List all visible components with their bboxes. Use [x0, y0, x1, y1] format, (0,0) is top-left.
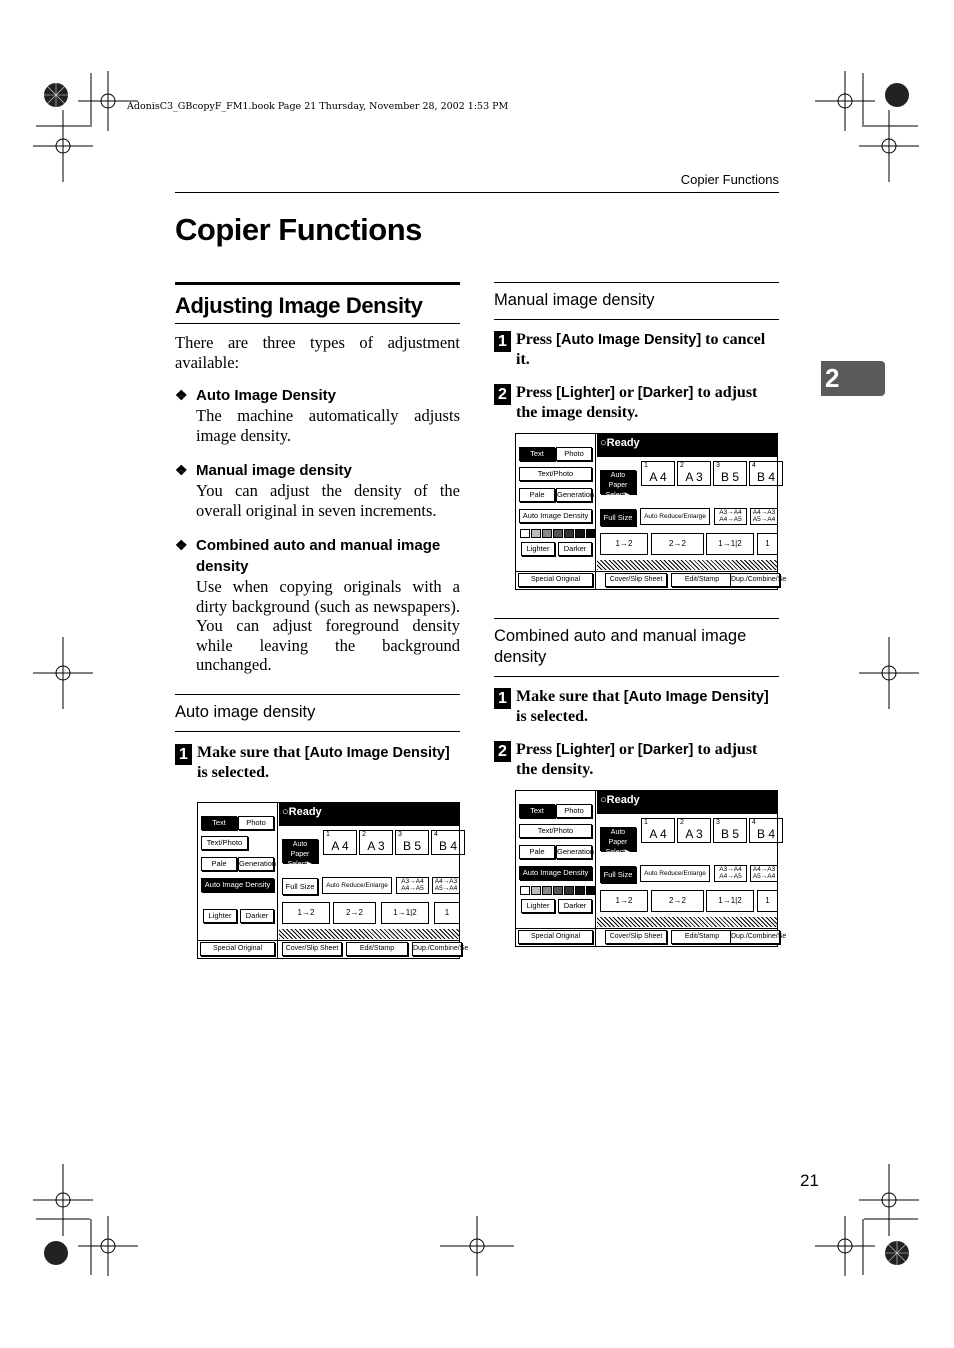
paper-tray: 2 A 3	[677, 461, 711, 486]
duplex-icon: 1→2	[600, 533, 648, 555]
step-text: Make sure that [Auto Image Density] is selected.	[197, 743, 450, 781]
density-scale	[520, 529, 596, 538]
text-photo-button: Text/Photo	[519, 824, 592, 838]
duplex-icon: 1	[757, 890, 778, 912]
generation-button: Generation	[556, 488, 592, 502]
ratio-button: A4→A3 A5→A4	[432, 877, 460, 894]
paper-tray: 1 A 4	[641, 818, 675, 843]
special-original-button: Special Original	[200, 942, 275, 956]
step-item	[494, 740, 779, 780]
subsection-heading: Combined auto and manual image density	[494, 618, 779, 677]
key-label: [Darker]	[637, 385, 694, 401]
crosshair-mark	[33, 1164, 93, 1236]
auto-image-density-button: Auto Image Density	[519, 866, 592, 880]
ratio-button: A4→A3 A5→A4	[750, 865, 778, 882]
step-item	[494, 687, 779, 727]
definition-item	[175, 535, 460, 675]
auto-paper-select-button: Auto Paper Select▶	[282, 839, 318, 863]
crosshair-mark	[33, 110, 93, 182]
status-ready: ○Ready	[597, 791, 777, 814]
ratio-button: A3→A4 A4→A5	[714, 865, 747, 882]
chapter-tab: 2	[821, 361, 885, 396]
edit-stamp-button: Edit/Stamp	[346, 942, 408, 956]
paper-tray: 4 B 4	[749, 461, 783, 486]
step-text: Press [Auto Image Density] to cancel it.	[516, 331, 766, 368]
duplex-icon: 2→2	[651, 890, 704, 912]
photo-button: Photo	[238, 816, 274, 830]
step-text: Make sure that [Auto Image Density] is selected.	[516, 688, 769, 725]
step-number-icon: 1	[494, 688, 511, 709]
definition-desc: Use when copying originals with a dirty background (such as newspapers). You can adjust foreground density while leaving the background unchanged.	[196, 577, 460, 674]
starburst-mark	[44, 83, 68, 107]
page-number: 21	[800, 1171, 819, 1190]
text-photo-button: Text/Photo	[201, 836, 248, 850]
step-item	[175, 743, 460, 783]
ratio-button: A3→A4 A4→A5	[396, 877, 429, 894]
cover-slip-button: Cover/Slip Sheet	[605, 930, 667, 944]
starburst-mark	[885, 1241, 909, 1265]
definition-item	[175, 460, 460, 520]
paper-tray: 2 A 3	[677, 818, 711, 843]
edit-stamp-button: Edit/Stamp	[671, 930, 733, 944]
duplex-icon: 2→2	[333, 902, 376, 924]
key-label: [Lighter]	[556, 385, 615, 401]
crosshair-mark	[815, 1216, 875, 1276]
pale-button: Pale	[519, 488, 555, 502]
auto-reduce-enlarge-button: Auto Reduce/Enlarge	[322, 877, 392, 894]
step-number-icon: 1	[175, 744, 192, 765]
status-ready: ○Ready	[279, 803, 459, 826]
copier-panel-screenshot	[197, 802, 469, 959]
crosshair-mark	[33, 637, 93, 709]
combine-icon: 1→1|2	[706, 890, 754, 912]
diamond-bullet-icon: ❖	[175, 537, 188, 553]
key-label: [Lighter]	[556, 742, 615, 758]
crosshair-mark	[815, 71, 875, 131]
right-column	[494, 282, 787, 947]
darker-button: Darker	[558, 899, 592, 913]
text-photo-button: Text/Photo	[519, 467, 592, 481]
step-number-icon: 2	[494, 384, 511, 405]
step-text: Press [Lighter] or [Darker] to adjust the density.	[516, 741, 758, 778]
copier-panel-screenshot	[515, 433, 787, 590]
subsection-heading: Auto image density	[175, 694, 460, 732]
special-original-button: Special Original	[518, 573, 593, 587]
auto-image-density-button: Auto Image Density	[519, 509, 592, 523]
step-item	[494, 383, 779, 423]
crosshair-mark	[440, 1216, 514, 1276]
text-button: Text	[201, 816, 237, 830]
duplex-icon: 1→2	[282, 902, 330, 924]
ready-circle-icon: ○	[282, 805, 289, 818]
duplex-icon: 2→2	[651, 533, 704, 555]
auto-paper-select-button: Auto Paper Select▶	[600, 470, 636, 494]
key-label: [Auto Image Density]	[304, 744, 450, 761]
paper-tray: 2 A 3	[359, 830, 393, 855]
definition-term: Auto Image Density	[196, 387, 337, 404]
diamond-bullet-icon: ❖	[175, 387, 188, 403]
paper-tray: 3 B 5	[713, 818, 747, 843]
step-number-icon: 1	[494, 331, 511, 352]
definition-desc: You can adjust the density of the overall original in seven increments.	[196, 481, 460, 520]
ready-circle-icon: ○	[600, 794, 607, 806]
paper-tray: 1 A 4	[323, 830, 357, 855]
paper-tray: 1 A 4	[641, 461, 675, 486]
dup-combine-button: Dup./Combine/Se	[730, 930, 780, 944]
ready-circle-icon: ○	[600, 437, 607, 449]
crosshair-mark	[859, 1164, 919, 1236]
special-original-button: Special Original	[518, 930, 593, 944]
pale-button: Pale	[201, 857, 237, 871]
status-ready: ○Ready	[597, 434, 777, 457]
cover-slip-button: Cover/Slip Sheet	[605, 573, 667, 587]
definition-term: Combined auto and manual image density	[196, 537, 441, 575]
dup-combine-button: Dup./Combine/Se	[412, 942, 462, 956]
starburst-mark	[885, 83, 909, 107]
key-label: [Darker]	[637, 742, 694, 758]
text-button: Text	[519, 804, 555, 818]
paper-tray: 3 B 5	[713, 461, 747, 486]
combine-icon: 1→1|2	[706, 533, 754, 555]
subsection-heading: Manual image density	[494, 282, 779, 320]
definition-term: Manual image density	[196, 462, 352, 479]
crosshair-mark	[78, 1216, 138, 1276]
ratio-button: A3→A4 A4→A5	[714, 508, 747, 525]
paper-tray: 3 B 5	[395, 830, 429, 855]
auto-image-density-button: Auto Image Density	[201, 878, 274, 892]
lighter-button: Lighter	[521, 542, 555, 556]
duplex-icon: 1→2	[600, 890, 648, 912]
lighter-button: Lighter	[521, 899, 555, 913]
combine-icon: 1→1|2	[381, 902, 429, 924]
crosshair-mark	[859, 637, 919, 709]
photo-button: Photo	[556, 447, 592, 461]
key-label: [Auto Image Density]	[556, 332, 702, 348]
ratio-button: A4→A3 A5→A4	[750, 508, 778, 525]
paper-tray: 4 B 4	[749, 818, 783, 843]
generation-button: Generation	[556, 845, 592, 859]
generation-button: Generation	[238, 857, 274, 871]
diamond-bullet-icon: ❖	[175, 462, 188, 478]
cover-slip-button: Cover/Slip Sheet	[282, 942, 342, 956]
auto-reduce-enlarge-button: Auto Reduce/Enlarge	[640, 865, 710, 882]
crosshair-mark	[859, 110, 919, 182]
full-size-button: Full Size	[600, 866, 636, 883]
section-heading: Adjusting Image Density	[175, 282, 460, 324]
full-size-button: Full Size	[600, 509, 636, 526]
intro-text: There are three types of adjustment available:	[175, 333, 460, 372]
key-label: [Auto Image Density]	[623, 689, 769, 705]
step-text: Press [Lighter] or [Darker] to adjust the image density.	[516, 384, 758, 421]
paper-tray: 4 B 4	[431, 830, 465, 855]
copier-panel-screenshot	[515, 790, 787, 947]
density-scale	[520, 886, 596, 895]
running-head: Copier Functions	[175, 172, 779, 193]
step-number-icon: 2	[494, 741, 511, 762]
definition-item	[175, 385, 460, 445]
print-header: AdonisC3_GBcopyF_FM1.book Page 21 Thursday, November 28, 2002 1:53 PM	[127, 101, 509, 112]
darker-button: Darker	[558, 542, 592, 556]
text-button: Text	[519, 447, 555, 461]
pale-button: Pale	[519, 845, 555, 859]
page-title: Copier Functions	[175, 212, 422, 247]
darker-button: Darker	[240, 909, 274, 923]
auto-paper-select-button: Auto Paper Select▶	[600, 827, 636, 851]
duplex-icon: 1	[434, 902, 460, 924]
dup-combine-button: Dup./Combine/Se	[730, 573, 780, 587]
auto-reduce-enlarge-button: Auto Reduce/Enlarge	[640, 508, 710, 525]
lighter-button: Lighter	[203, 909, 237, 923]
duplex-icon: 1	[757, 533, 778, 555]
starburst-mark	[44, 1241, 68, 1265]
full-size-button: Full Size	[282, 878, 318, 895]
photo-button: Photo	[556, 804, 592, 818]
left-column	[175, 282, 469, 959]
step-item	[494, 330, 779, 370]
definition-desc: The machine automatically adjusts image density.	[196, 406, 460, 445]
edit-stamp-button: Edit/Stamp	[671, 573, 733, 587]
